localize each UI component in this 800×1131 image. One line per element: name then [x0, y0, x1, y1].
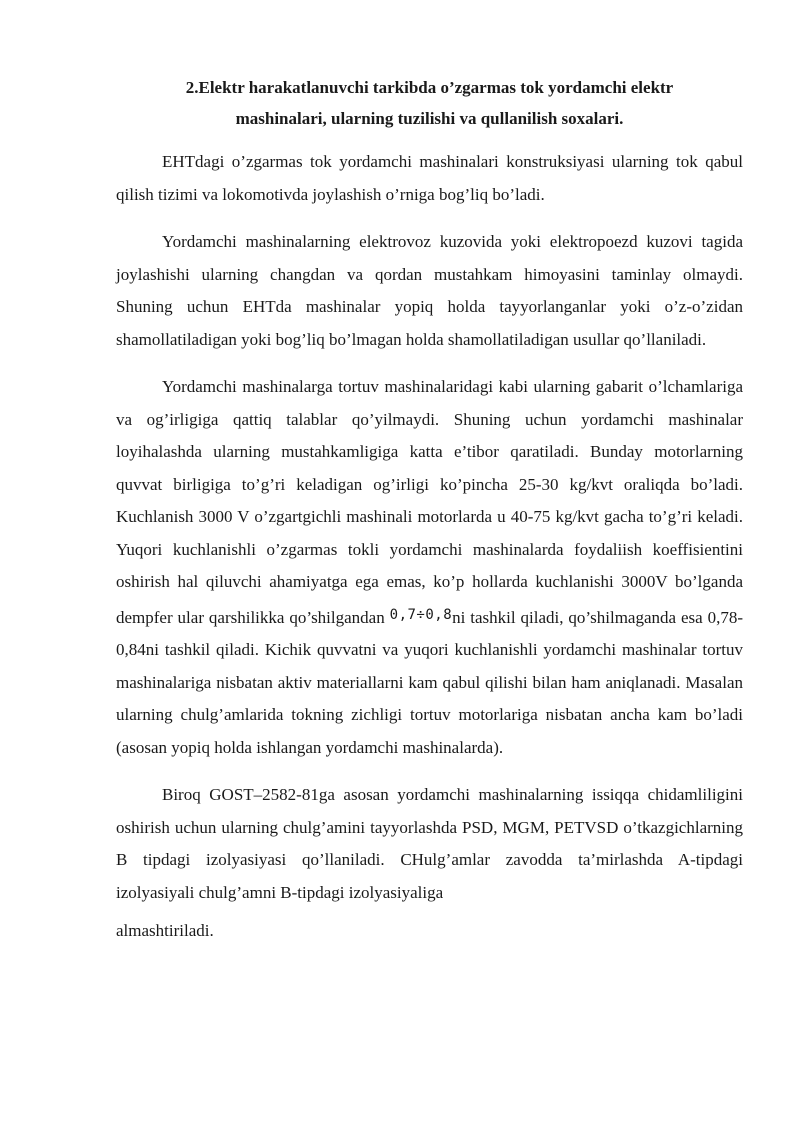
- paragraph-4-tail: almashtiriladi.: [116, 921, 214, 940]
- heading-line-1: 2.Elektr harakatlanuvchi tarkibda o’zgarmas tok yordamchi elektr: [185, 78, 674, 97]
- paragraph-3: [116, 371, 743, 764]
- paragraph-2: Yordamchi mashinalarning elektrovoz kuzovida yoki elektropoezd kuzovi tagida joylashishi ularning changdan va qordan mustahkam himoyasini taminlay olmaydi. Shuning uchun EHTda mashinalar yopiq holda tayyorlanganlar yoki o’z-o’zidan shamollatiladigan yoki bog’liq bo’lmagan holda shamollatiladigan usullar qo’llaniladi.: [116, 232, 743, 349]
- paragraph-3-text-before: Yordamchi mashinalarga tortuv mashinalaridagi kabi ularning gabarit o’lchamlariga va og’irligiga qattiq talablar qo’yilmaydi. Shuning uchun yordamchi mashinalar loyihalashda ularning mustahkamligiga katta e’tibor qaratiladi. Bunday motorlarning quvvat birligiga to’g’ri keladigan og’irligi ko’pincha 25-30 kg/kvt oraliqda bo’ladi. Kuchlanish 3000 V o’zgartgichli mashinali motorlarda u 40-75 kg/kvt gacha to’g’ri keladi. Yuqori kuchlanishli o’zgarmas tokli yordamchi mashinalarda foydaliish koeffisientini oshirish hal qiluvchi ahamiyatga ega emas, ko’p hollarda kuchlanishi 3000V bo’lganda dempfer ular qarshilikka qo’shilgandan: [116, 377, 743, 627]
- heading-line-2: mashinalari, ularning tuzilishi va qullanilish soxalari.: [235, 109, 624, 128]
- paragraph-1: EHTdagi o’zgarmas tok yordamchi mashinalari konstruksiyasi ularning tok qabul qilish tizimi va lokomotivda joylashish o’rniga bog’liq bo’ladi.: [116, 152, 743, 204]
- ratio-formula: 0,7÷0,8: [389, 606, 453, 623]
- paragraph-4: Biroq GOST–2582-81ga asosan yordamchi mashinalarning issiqqa chidamliligini oshirish uchun ularning chulg’amini tayyorlashda PSD, MGM, PETVSD o’tkazgichlarning B tipdagi izolyasiyasi qo’llaniladi. CHulg’amlar zavodda ta’mirlashda A-tipdagi izolyasiyali chulg’amni B-tipdagi izolyasiyaliga: [116, 785, 743, 902]
- section-heading: [116, 72, 743, 134]
- paragraph-3-text-after: ni tashkil qiladi, qo’shilmaganda esa 0,78-0,84ni tashkil qiladi. Kichik quvvatni va yuqori kuchlanishli yordamchi mashinalar tortuv mashinalariga nisbatan aktiv materiallarni kam qabul qilishi bilan ham aniqlanadi. Masalan ularning chulg’amlarida tokning zichligi tortuv motorlariga nisbatan ancha kam bo’ladi (asosan yopiq holda ishlangan yordamchi mashinalarda).: [116, 607, 744, 757]
